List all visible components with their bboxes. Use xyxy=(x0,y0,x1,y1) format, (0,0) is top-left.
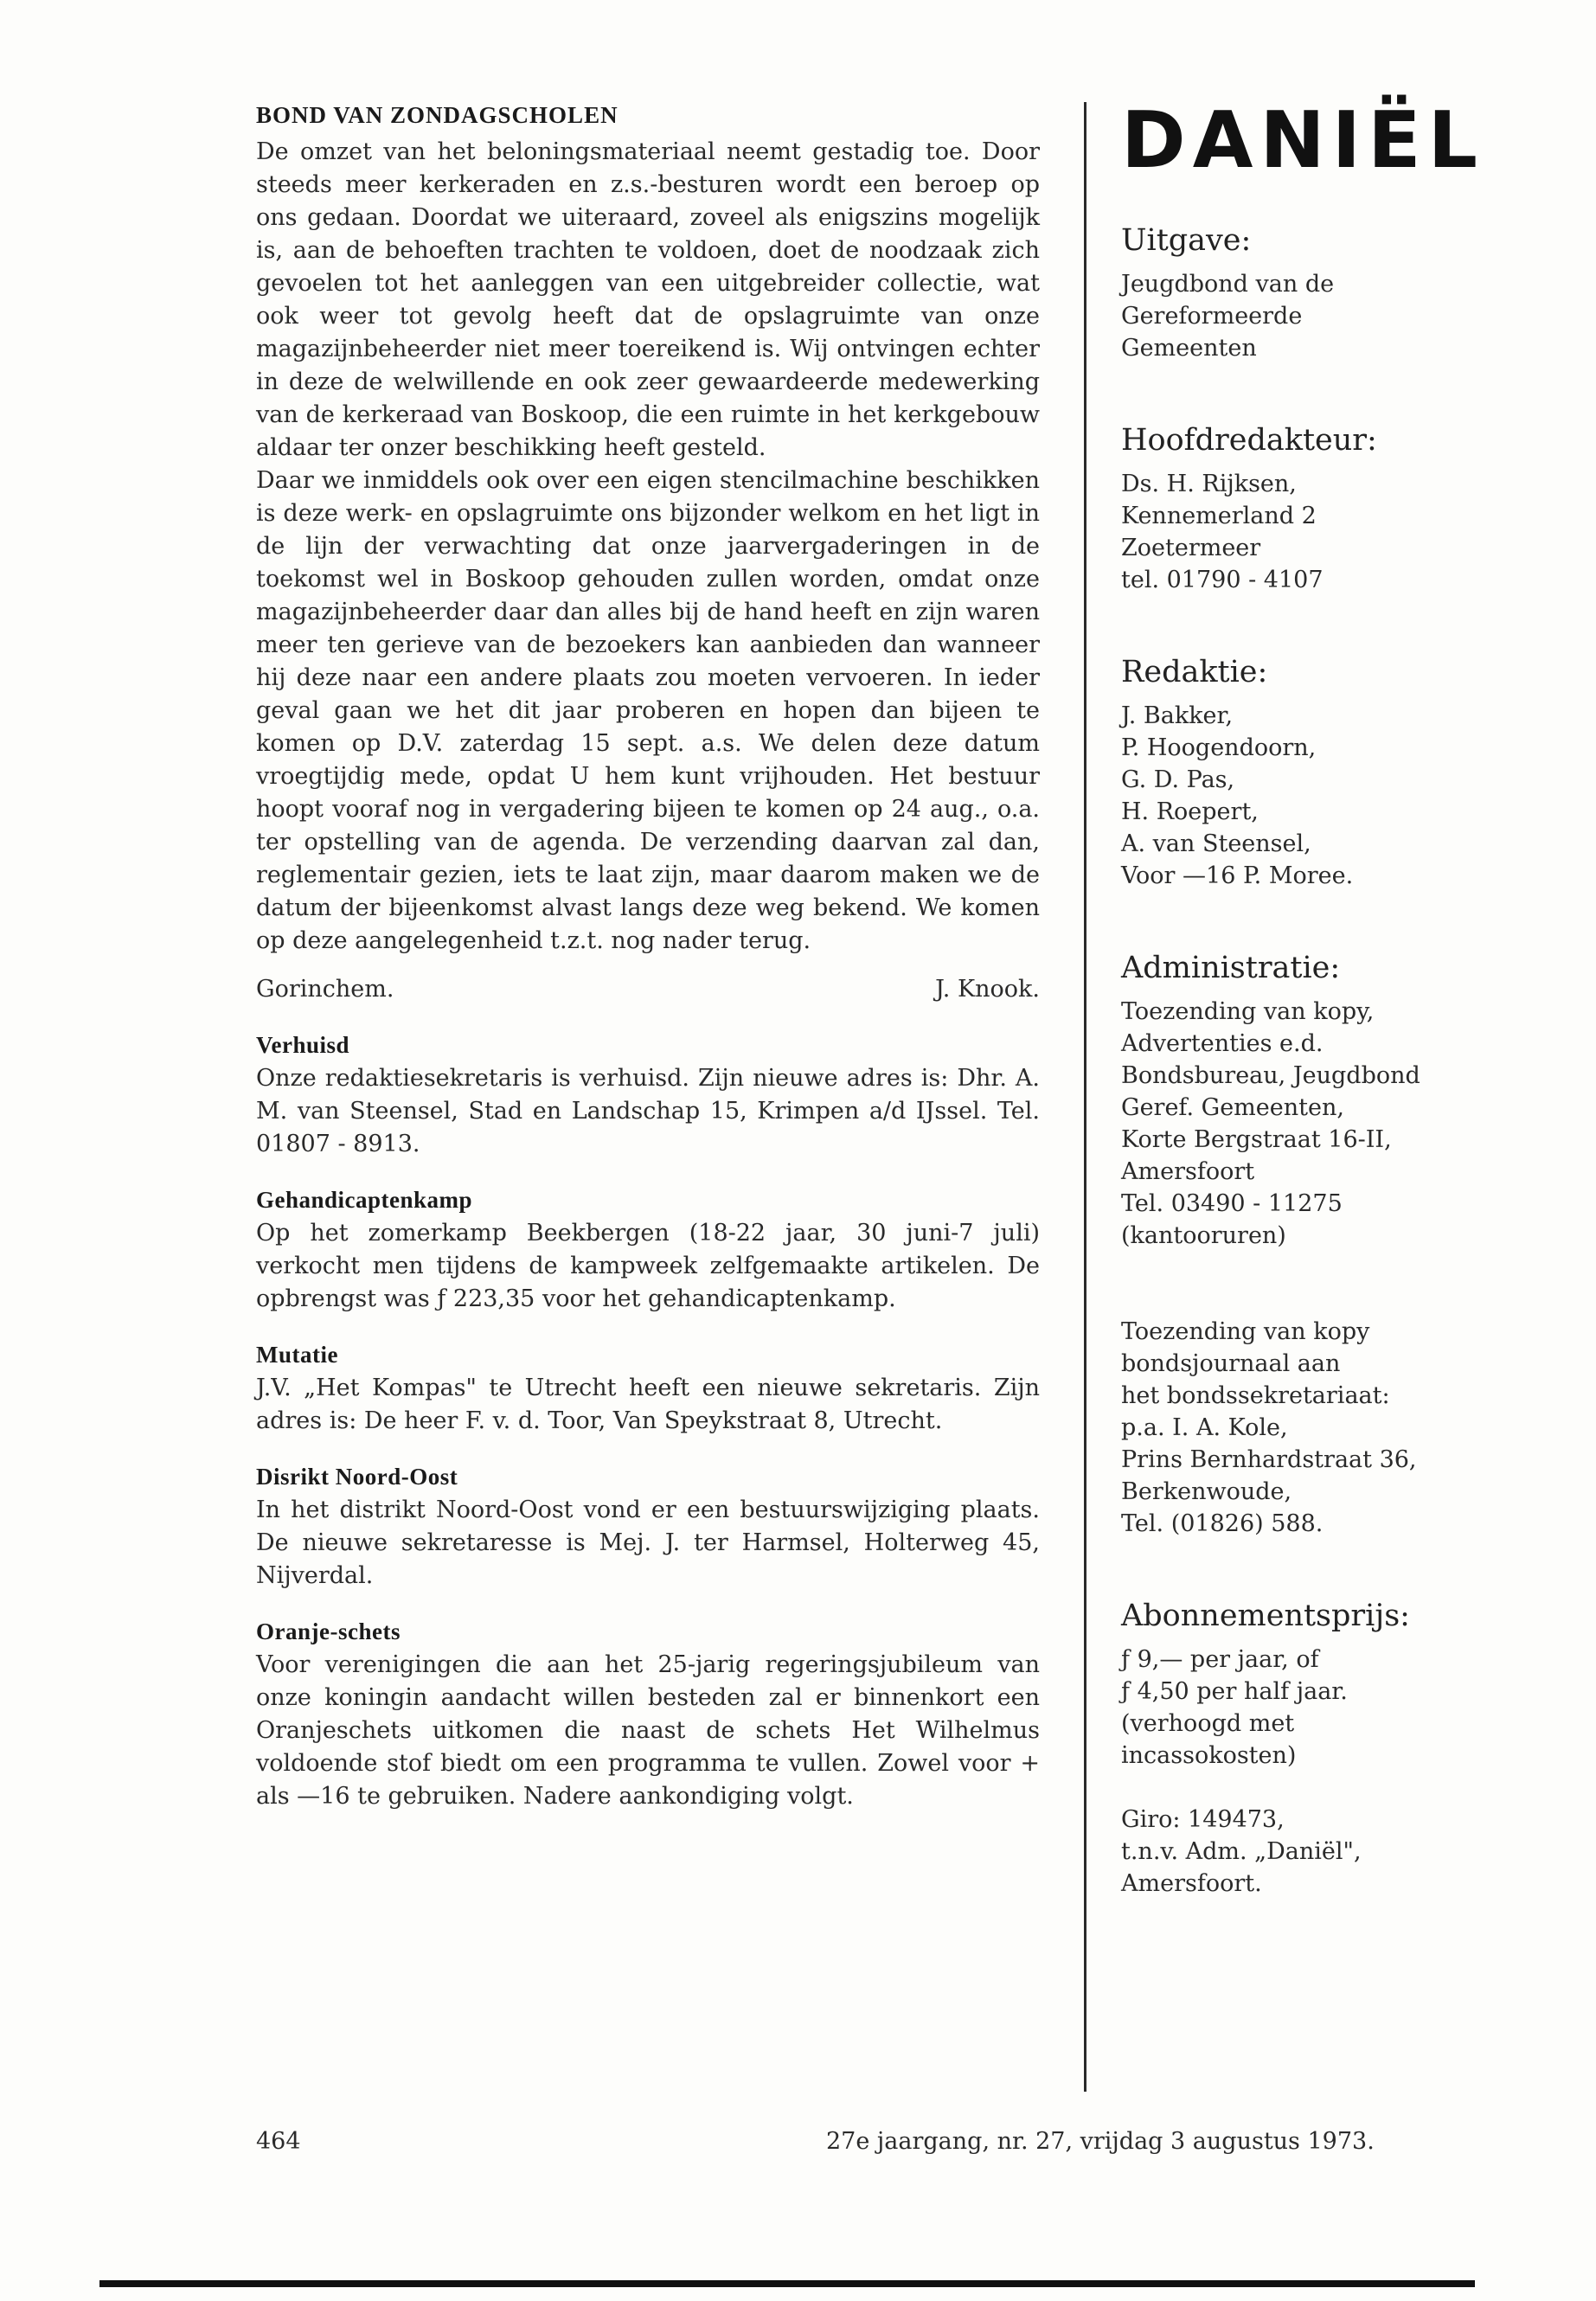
colophon-line: G. D. Pas, xyxy=(1121,766,1235,793)
news-item xyxy=(256,1032,1040,1161)
colophon-line: Kennemerland 2 xyxy=(1121,503,1317,529)
colophon-line xyxy=(1121,1252,1502,1284)
colophon-section xyxy=(1121,221,1502,364)
colophon-line: Ds. H. Rijksen, xyxy=(1121,471,1297,497)
colophon-line: p.a. I. A. Kole, xyxy=(1121,1414,1288,1441)
news-body: In het distrikt Noord-Oost vond er een bestuurswijziging plaats. De nieuwe sekretaresse is Mej. J. ter Harmsel, Holterweg 45, Nijverdal. xyxy=(256,1497,1040,1589)
article-paragraph-1: De omzet van het beloningsmateriaal neemt gestadig toe. Door steeds meer kerkeraden en z.s.-besturen wordt een beroep op ons gedaan. Doordat we uiteraard, zoveel als enigszins mogelijk is, aan de behoeften trachten te voldoen, doet de noodzaak zich gevoelen tot het aanleggen van een uitgebreider collectie, wat ook weer tot gevolg heeft dat de opslagruimte van onze magazijnbeheerder niet meer toereikend is. Wij ontvingen echter in deze de welwillende en ook zeer gewaardeerde medewerking van de kerkeraad van Boskoop, die een ruimte in het kerkgebouw aldaar ter onzer beschikking heeft gesteld. xyxy=(256,138,1040,461)
signoff xyxy=(256,973,1040,1006)
news-item xyxy=(256,1464,1040,1593)
news-item xyxy=(256,1187,1040,1316)
colophon-line: Gereformeerde xyxy=(1121,303,1303,330)
colophon-line: (kantooruren) xyxy=(1121,1222,1286,1249)
colophon-line: t.n.v. Adm. „Daniël", xyxy=(1121,1838,1362,1865)
colophon-line: Tel. 03490 - 11275 xyxy=(1121,1190,1343,1217)
colophon-line: Amersfoort xyxy=(1121,1158,1255,1185)
news-title: Gehandicaptenkamp xyxy=(256,1187,473,1213)
colophon-line xyxy=(1121,1772,1502,1804)
news-title: Oranje-schets xyxy=(256,1618,401,1644)
colophon-section xyxy=(1121,1597,1502,1900)
colophon-line: Tel. (01826) 588. xyxy=(1121,1510,1324,1537)
colophon-line: Prins Bernhardstraat 36, xyxy=(1121,1446,1417,1473)
masthead-title: DANIËL xyxy=(1121,95,1484,186)
article-paragraph-2: Daar we inmiddels ook over een eigen stencilmachine beschikken is deze werk- en opslagruimte ons bijzonder welkom en het ligt in de lijn der verwachting dat onze jaarvergaderingen in de toekomst wel in Boskoop gehouden zullen worden, omdat onze magazijnbeheerder daar dan alles bij de hand heeft en zijn waren meer ten gerieve van de bezoekers kan aanbieden dan wanneer hij deze naar een andere plaats zou moeten vervoeren. In ieder geval gaan we het dit jaar proberen en hopen dan bijeen te komen op D.V. zaterdag 15 sept. a.s. We delen deze datum vroegtijdig mede, opdat U hem kunt vrijhouden. Het bestuur hoopt vooraf nog in vergadering bijeen te komen op 24 aug., o.a. ter opstelling van de agenda. De verzending daarvan zal dan, reglementair gezien, iets te laat zijn, maar daarom maken we de datum der bijeenkomst alvast langs deze weg bekend. We komen op deze aangelegenheid t.z.t. nog nader terug. xyxy=(256,467,1040,954)
news-item xyxy=(256,1618,1040,1813)
news-item xyxy=(256,1342,1040,1438)
colophon-heading: Redaktie: xyxy=(1121,655,1268,689)
colophon-line: Toezending van kopy, xyxy=(1121,998,1375,1025)
colophon-section xyxy=(1121,421,1502,596)
column-divider xyxy=(1084,102,1086,2092)
colophon-line: Amersfoort. xyxy=(1121,1870,1262,1897)
news-title: Disrikt Noord-Oost xyxy=(256,1464,458,1490)
colophon-line: Bondsbureau, Jeugdbond xyxy=(1121,1062,1420,1089)
issue-line: 27e jaargang, nr. 27, vrijdag 3 augustus 1973. xyxy=(826,2128,1375,2155)
colophon-line: tel. 01790 - 4107 xyxy=(1121,567,1324,593)
colophon-line: bondsjournaal aan xyxy=(1121,1350,1341,1377)
news-body: Voor verenigingen die aan het 25-jarig regeringsjubileum van onze koningin aandacht willen besteden zal er binnenkort een Oranjeschets uitkomen die naast de schets Het Wilhelmus voldoende stof biedt om een programma te vullen. Zowel voor + als —16 te gebruiken. Nadere aankondiging volgt. xyxy=(256,1651,1040,1810)
colophon-line: Zoetermeer xyxy=(1121,535,1261,561)
colophon-line xyxy=(1121,1284,1502,1316)
colophon-line: Voor —16 P. Moree. xyxy=(1121,862,1354,889)
colophon-section xyxy=(1121,653,1502,892)
colophon-line: A. van Steensel, xyxy=(1121,830,1311,857)
news-body: J.V. „Het Kompas" te Utrecht heeft een nieuwe sekretaris. Zijn adres is: De heer F. v. d. Toor, Van Speykstraat 8, Utrecht. xyxy=(256,1375,1040,1434)
colophon-column xyxy=(1121,95,1502,1957)
colophon-line: incassokosten) xyxy=(1121,1742,1297,1769)
colophon-heading: Uitgave: xyxy=(1121,223,1252,258)
colophon-line: Advertenties e.d. xyxy=(1121,1030,1324,1057)
colophon-line: H. Roepert, xyxy=(1121,798,1259,825)
signoff-author: J. Knook. xyxy=(935,976,1040,1003)
colophon-line: P. Hoogendoorn, xyxy=(1121,734,1317,761)
colophon-heading: Administratie: xyxy=(1121,951,1341,985)
main-column xyxy=(256,102,1040,1813)
colophon-line: Geref. Gemeenten, xyxy=(1121,1094,1344,1121)
colophon-line: Jeugdbond van de xyxy=(1121,271,1335,298)
news-title: Verhuisd xyxy=(256,1032,350,1058)
news-body: Op het zomerkamp Beekbergen (18-22 jaar, 30 juni-7 juli) verkocht men tijdens de kampweek zelfgemaakte artikelen. De opbrengst was ƒ 223,35 voor het gehandicaptenkamp. xyxy=(256,1220,1040,1312)
bottom-rule xyxy=(99,2280,1475,2287)
news-body: Onze redaktiesekretaris is verhuisd. Zijn nieuwe adres is: Dhr. A. M. van Steensel, Stad en Landschap 15, Krimpen a/d IJssel. Tel. 01807 - 8913. xyxy=(256,1065,1040,1157)
colophon-line: Toezending van kopy xyxy=(1121,1318,1370,1345)
signoff-place: Gorinchem. xyxy=(256,976,394,1003)
colophon-line: ƒ 4,50 per half jaar. xyxy=(1121,1678,1348,1705)
colophon-line: (verhoogd met xyxy=(1121,1710,1295,1737)
colophon-heading: Hoofdredakteur: xyxy=(1121,423,1377,458)
colophon-line: Korte Bergstraat 16-II, xyxy=(1121,1126,1392,1153)
page-number: 464 xyxy=(256,2128,301,2155)
news-title: Mutatie xyxy=(256,1342,338,1368)
colophon-line: ƒ 9,— per jaar, of xyxy=(1121,1646,1319,1673)
colophon-sections xyxy=(1121,221,1502,1900)
colophon-line: Gemeenten xyxy=(1121,335,1257,362)
colophon-line: Giro: 149473, xyxy=(1121,1806,1285,1833)
section-heading: BOND VAN ZONDAGSCHOLEN xyxy=(256,102,619,128)
colophon-line: Berkenwoude, xyxy=(1121,1478,1292,1505)
colophon-line: het bondssekretariaat: xyxy=(1121,1382,1390,1409)
colophon-line: J. Bakker, xyxy=(1121,702,1234,729)
colophon-heading: Abonnementsprijs: xyxy=(1121,1599,1410,1633)
colophon-section xyxy=(1121,949,1502,1540)
